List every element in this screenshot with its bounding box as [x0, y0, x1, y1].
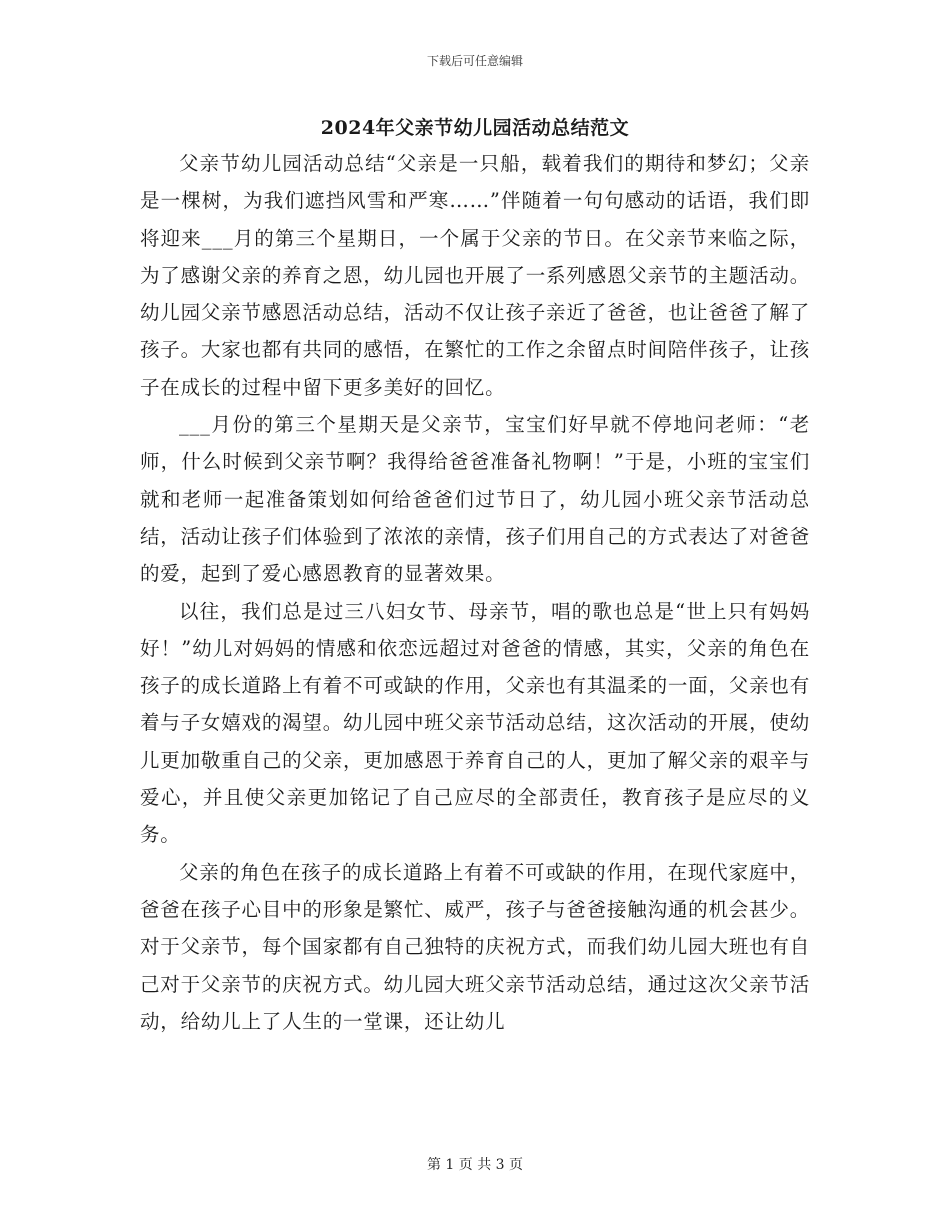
paragraph-4: 父亲的角色在孩子的成长道路上有着不可或缺的作用，在现代家庭中，爸爸在孩子心目中的形象是繁忙、威严，孩子与爸爸接触沟通的机会甚少。对于父亲节，每个国家都有自己独特的庆祝方式，而我们幼儿园大班也有自己对于父亲节的庆祝方式。幼儿园大班父亲节活动总结，通过这次父亲节活动，给幼儿上了人生的一堂课，还让幼儿 [140, 860, 810, 1033]
paragraph-3: 以往，我们总是过三八妇女节、母亲节，唱的歌也总是“世上只有妈妈好！”幼儿对妈妈的情感和依恋远超过对爸爸的情感，其实，父亲的角色在孩子的成长道路上有着不可或缺的作用，父亲也有其温柔的一面，父亲也有着与子女嬉戏的渴望。幼儿园中班父亲节活动总结，这次活动的开展，使幼儿更加敬重自己的父亲，更加感恩于养育自己的人，更加了解父亲的艰辛与爱心，并且使父亲更加铭记了自己应尽的全部责任，教育孩子是应尽的义务。 [140, 599, 810, 847]
page-header-note: 下载后可任意编辑 [426, 54, 523, 68]
page-number-footer: 第 1 页 共 3 页 [426, 1157, 524, 1173]
paragraph-2: ___月份的第三个星期天是父亲节，宝宝们好早就不停地问老师：“老师，什么时候到父亲节啊？我得给爸爸准备礼物啊！”于是，小班的宝宝们就和老师一起准备策划如何给爸爸们过节日了，幼儿园小班父亲节活动总结，活动让孩子们体验到了浓浓的亲情，孩子们用自己的方式表达了对爸爸的爱，起到了爱心感恩教育的显著效果。 [140, 413, 810, 586]
document-body [140, 145, 810, 1040]
paragraph-1: 父亲节幼儿园活动总结“父亲是一只船，载着我们的期待和梦幻；父亲是一棵树，为我们遮挡风雪和严寒……”伴随着一句句感动的话语，我们即将迎来___月的第三个星期日，一个属于父亲的节日。在父亲节来临之际，为了感谢父亲的养育之恩，幼儿园也开展了一系列感恩父亲节的主题活动。幼儿园父亲节感恩活动总结，活动不仅让孩子亲近了爸爸，也让爸爸了解了孩子。大家也都有共同的感悟，在繁忙的工作之余留点时间陪伴孩子，让孩子在成长的过程中留下更多美好的回忆。 [140, 152, 810, 399]
document-title: 2024年父亲节幼儿园活动总结范文 [320, 117, 630, 139]
